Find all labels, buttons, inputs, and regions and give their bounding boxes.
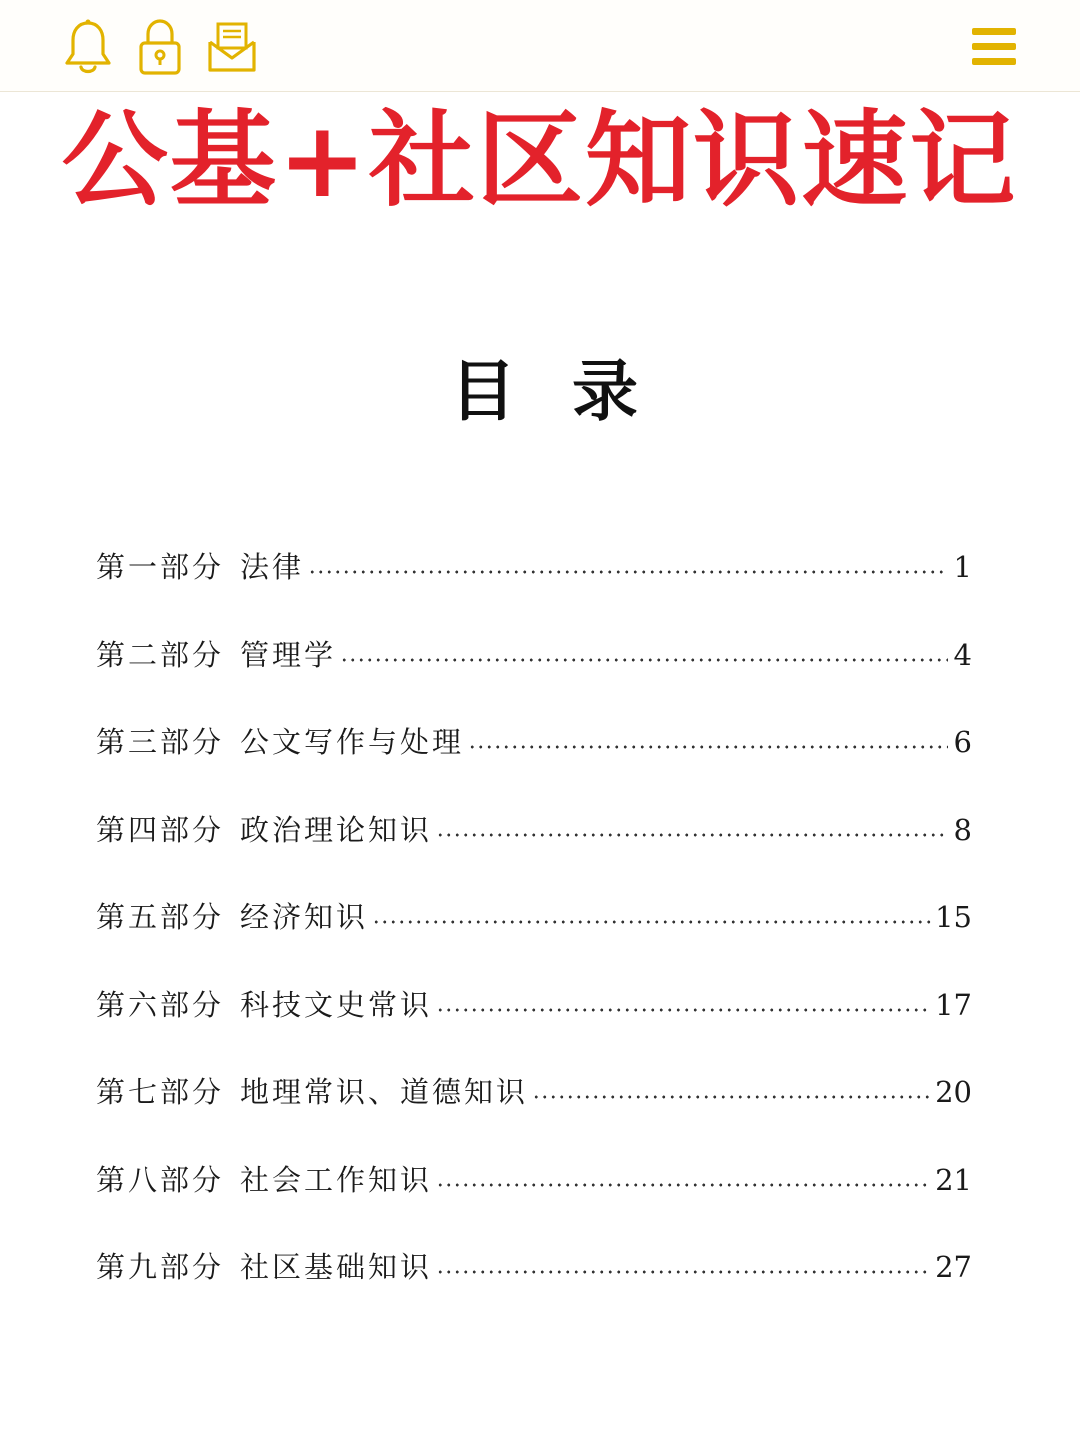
toc-entry-title: 社区基础知识 <box>240 1250 433 1284</box>
toc-entry[interactable] <box>96 1063 972 1151</box>
toc-entry[interactable] <box>96 538 972 626</box>
banner <box>0 100 1080 220</box>
toc-entry[interactable] <box>96 1238 972 1326</box>
toc-dot-leader <box>436 1151 931 1209</box>
toc-entry-part: 第五部分 <box>96 900 225 934</box>
toc-dot-leader <box>340 626 948 684</box>
toc-entry[interactable] <box>96 801 972 889</box>
toc-entry-title: 社会工作知识 <box>240 1162 433 1197</box>
toc-entry-title: 科技文史常识 <box>240 987 433 1022</box>
mail-icon[interactable] <box>206 18 258 76</box>
toc-dot-leader <box>436 801 948 859</box>
toc-entry-part: 第四部分 <box>96 812 225 847</box>
toc-entry-page: 8 <box>953 812 972 847</box>
toc-title: 目录 <box>450 353 694 430</box>
toc-dot-leader <box>468 713 948 771</box>
toc-dot-leader <box>372 888 931 946</box>
toc-entry-part: 第七部分 <box>96 1075 225 1109</box>
toc-dot-leader <box>532 1063 931 1121</box>
toc-dot-leader <box>436 1238 931 1296</box>
toc-entry-part: 第三部分 <box>96 725 225 759</box>
toc-entry[interactable] <box>96 1151 972 1239</box>
toc-entry-page: 17 <box>935 987 972 1022</box>
toc-entry-part: 第九部分 <box>96 1250 225 1284</box>
toc-dot-leader <box>436 976 931 1034</box>
toc-entry[interactable] <box>96 713 972 801</box>
toc-entry-title: 法律 <box>240 550 305 584</box>
banner-title: 公基+社区知识速记 <box>62 99 1018 221</box>
toc-entry-part: 第一部分 <box>96 550 225 584</box>
toc-entry-part: 第六部分 <box>96 987 225 1022</box>
toc-entry-page: 27 <box>935 1250 972 1284</box>
toc-entry[interactable] <box>96 888 972 976</box>
toc-entry-title: 经济知识 <box>240 900 369 934</box>
toc-entry-title: 公文写作与处理 <box>240 725 465 759</box>
lock-icon[interactable] <box>134 18 186 76</box>
toc-entry-part: 第二部分 <box>96 637 225 672</box>
toc-entry-page: 20 <box>935 1075 972 1109</box>
toc-entry-page: 15 <box>935 900 972 934</box>
toc-entry[interactable] <box>96 626 972 714</box>
toc-entry-title: 管理学 <box>240 637 337 672</box>
table-of-contents <box>96 538 972 1326</box>
menu-icon[interactable] <box>972 28 1016 66</box>
toc-entry-page: 6 <box>953 725 972 759</box>
toc-entry-page: 4 <box>953 637 972 672</box>
toc-entry-title: 政治理论知识 <box>240 812 433 847</box>
toc-entry-page: 21 <box>935 1162 972 1197</box>
toc-dot-leader <box>308 538 948 596</box>
toc-entry-page: 1 <box>953 550 972 584</box>
top-toolbar <box>0 0 1080 92</box>
bell-icon[interactable] <box>62 18 114 76</box>
toc-entry[interactable] <box>96 976 972 1064</box>
toc-entry-title: 地理常识、道德知识 <box>240 1075 529 1109</box>
toc-entry-part: 第八部分 <box>96 1162 225 1197</box>
